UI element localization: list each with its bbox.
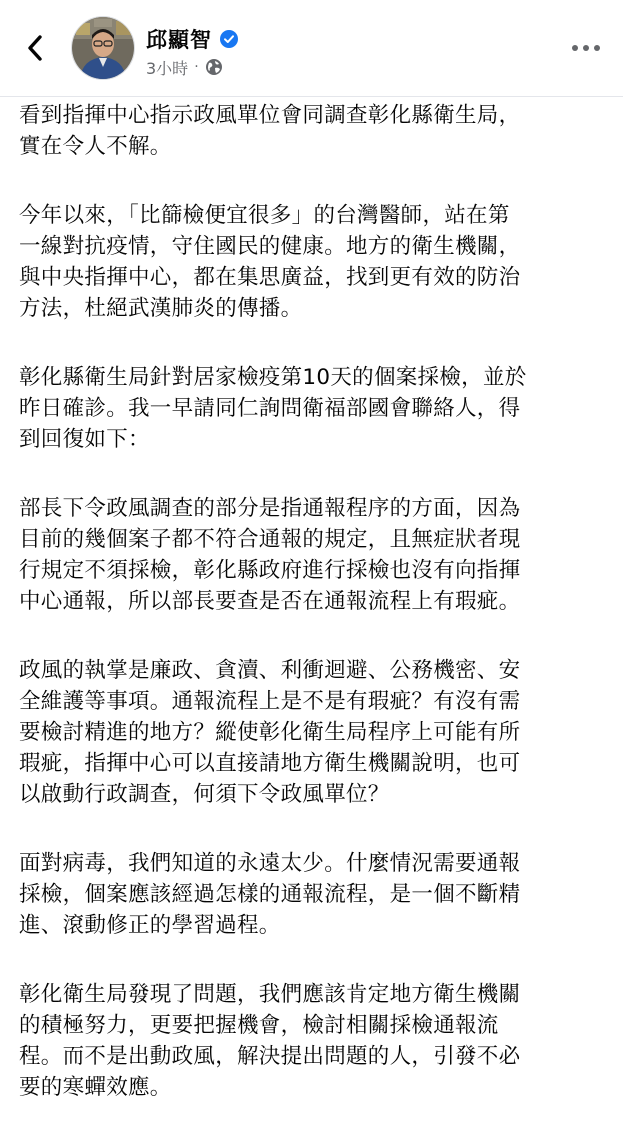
avatar-photo [72,17,134,79]
post-paragraph: 看到指揮中心指示政風單位會同調查彰化縣衛生局， 實在令人不解。 [19,103,521,159]
verified-badge-icon [220,30,238,48]
post-paragraph: 彰化衛生局發現了問題，我們應該肯定地方衛生機關 的積極努力，更要把握機會，檢討相關採檢通報流 程。而不是出動政風，解決提出問題的人，引發不必 要的寒蟬效應。 [19,982,521,1100]
more-horizontal-icon [571,44,601,52]
back-button[interactable] [20,30,50,66]
post-meta [146,56,223,78]
author-name[interactable]: 邱顯智 [146,28,212,52]
post-paragraph: 彰化縣衛生局針對居家檢疫第10天的個案採檢，並於 昨日確診。我一早請同仁詢問衛福部國會聯絡人，得 到回復如下： [19,365,527,452]
post-time[interactable]: 3小時 [146,58,189,78]
chevron-left-icon [25,34,45,62]
post-paragraph: 部長下令政風調查的部分是指通報程序的方面，因為 目前的幾個案子都不符合通報的規定，且無症狀者現 行規定不須採檢，彰化縣政府進行採檢也沒有向指揮 中心通報，所以部長要查是否在通報流程上有瑕疵。 [19,496,521,614]
post-body [19,100,611,1141]
post-paragraph: 政風的執掌是廉政、貪瀆、利衝迴避、公務機密、安 全維護等事項。通報流程上是不是有瑕疵？有沒有需 要檢討精進的地方？縱使彰化衛生局程序上可能有所 瑕疵，指揮中心可以直接請地方衛生機關說明，也可 以啟動行政調查，何須下令政風單位？ [19,658,521,807]
post-header [0,0,623,97]
more-options-button[interactable] [566,37,606,59]
author-row [146,24,238,54]
avatar[interactable] [71,16,135,80]
post-paragraph: 今年以來，「比篩檢便宜很多」的台灣醫師，站在第 一線對抗疫情，守住國民的健康。地方的衛生機關， 與中央指揮中心，都在集思廣益，找到更有效的防治 方法，杜絕武漢肺炎的傳播。 [19,203,521,321]
meta-separator: · [194,59,199,75]
globe-icon[interactable] [205,58,223,76]
post-paragraph: 面對病毒，我們知道的永遠太少。什麼情況需要通報 採檢，個案應該經過怎樣的通報流程，是一個不斷精 進、滾動修正的學習過程。 [19,851,521,938]
